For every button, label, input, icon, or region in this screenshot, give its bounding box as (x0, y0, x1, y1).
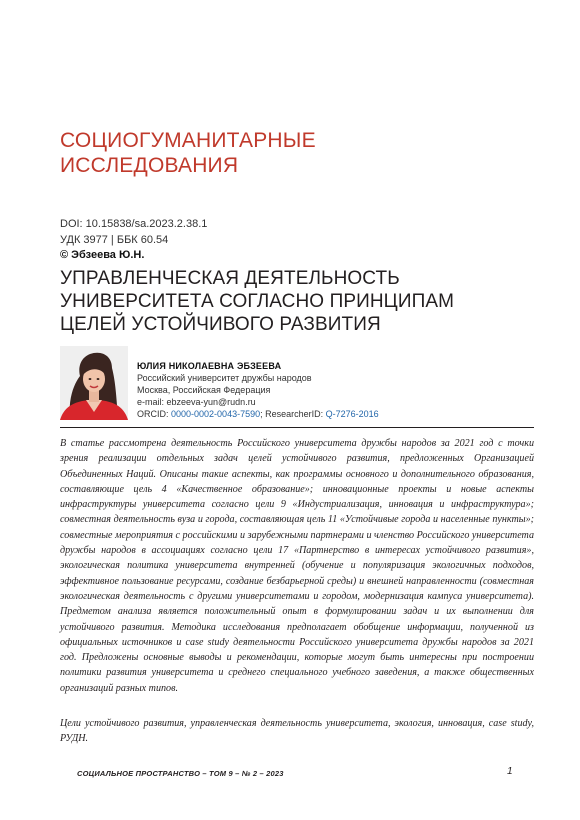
author-affiliation: Российский университет дружбы народов (137, 373, 312, 383)
author-identifiers (137, 408, 379, 420)
orcid-link[interactable]: 0000-0002-0043-7590 (171, 409, 261, 419)
journal-footer: СОЦИАЛЬНОЕ ПРОСТРАНСТВО – ТОМ 9 – № 2 – 2023 (77, 769, 284, 778)
article-title (60, 267, 530, 336)
section-heading-line-1: СОЦИОГУМАНИТАРНЫЕ (60, 129, 316, 152)
section-divider (60, 427, 534, 428)
udk-bbk: УДК 3977 | ББК 60.54 (60, 233, 169, 246)
article-title-line-3: ЦЕЛЕЙ УСТОЙЧИВОГО РАЗВИТИЯ (60, 314, 381, 335)
article-meta (60, 217, 207, 264)
section-heading (60, 128, 530, 178)
doi[interactable]: DOI: 10.15838/sa.2023.2.38.1 (60, 218, 208, 230)
article-title-line-2: УНИВЕРСИТЕТА СОГЛАСНО ПРИНЦИПАМ (60, 291, 455, 312)
copyright: © Эбзеева Ю.Н. (60, 249, 145, 261)
researcher-id-label: ; ResearcherID: (260, 409, 326, 419)
author-name: ЮЛИЯ НИКОЛАЕВНА ЭБЗЕЕВА (137, 361, 282, 371)
author-email[interactable]: e-mail: ebzeeva-yun@rudn.ru (137, 397, 256, 407)
author-info (137, 360, 379, 420)
researcher-id-link[interactable]: Q-7276-2016 (325, 409, 379, 419)
section-heading-line-2: ИССЛЕДОВАНИЯ (60, 154, 239, 177)
author-photo (60, 346, 128, 420)
keywords: Цели устойчивого развития, управленческая деятельность университета, экология, инновация, case study, РУДН. (60, 718, 534, 745)
author-block (60, 346, 530, 420)
abstract: В статье рассмотрена деятельность Российского университета дружбы народов за 2021 год с точки зрения реализации отдельных задач целей устойчивого развития, предложенных Организацией Объединенных Наций. Описаны такие аспекты, как программы основного и дополнительного образования, составляющие цель 4 «Качественное образование»; инновационные проекты и новые аспекты инфраструктуры университета согласно цели 9 «Индустриализация, инновация и инфраструктура»; совместная деятельность вуза и города, составляющая цель 11 «Устойчивые города и населенные пункты»; совместные мероприятия с российскими и зарубежными партнерами и членство Российского университета дружбы народов в ассоциациях согласно цели 17 «Партнерство в интересах устойчивого развития», экологическая политика университета внутренней (обучение и популяризация экологичных подходов, эффективное пользование ресурсами, создание безбарьерной среды) и внешней направленности (совместная экологическая деятельность с другими университетами и городом, модернизация кампуса университета). Предметом анализа является положительный опыт в формулировании задач и их выполнении для устойчивого развития. Методика исследования предполагает обобщение информации, полученной из официальных источников и case study деятельности Российского университета дружбы народов за 2021 год. Предложены основные выводы и рекомендации, которые могут быть интересны при построении политики развития университета и среднего специального учебного заведения, а также общественных организаций разных типов. (60, 438, 534, 694)
page-number: 1 (507, 766, 513, 777)
article-title-line-1: УПРАВЛЕНЧЕСКАЯ ДЕЯТЕЛЬНОСТЬ (60, 268, 400, 289)
orcid-label: ORCID: (137, 409, 172, 419)
author-location: Москва, Российская Федерация (137, 385, 271, 395)
